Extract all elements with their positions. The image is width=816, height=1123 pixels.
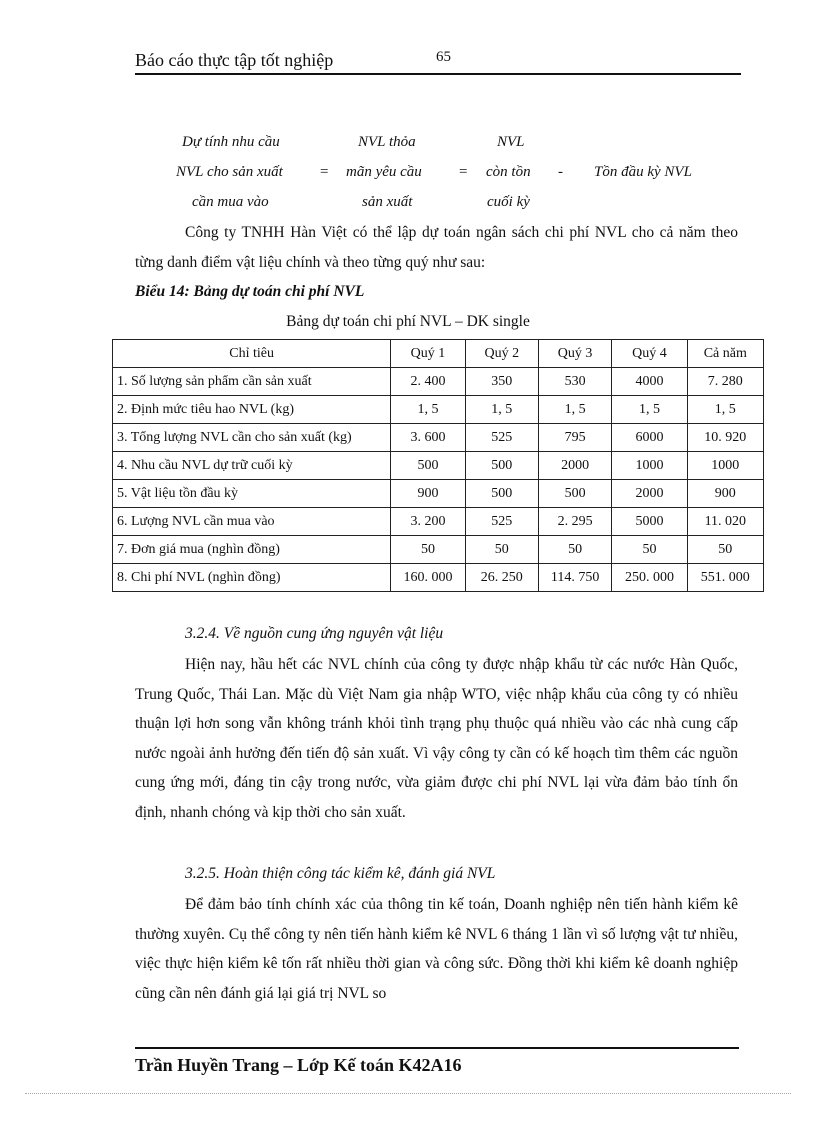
table-row <box>113 452 764 480</box>
cell-value: 350 <box>465 368 538 396</box>
cell-value: 1000 <box>687 452 763 480</box>
cell-value: 7. 280 <box>687 368 763 396</box>
cell-value: 160. 000 <box>391 564 465 592</box>
cell-value: 50 <box>391 536 465 564</box>
formula-right-line-2: còn tồn <box>486 164 531 180</box>
cell-value: 2. 400 <box>391 368 465 396</box>
formula-right-line-1: NVL <box>497 134 525 150</box>
cell-value: 1, 5 <box>391 396 465 424</box>
cell-value: 1, 5 <box>465 396 538 424</box>
cell-value: 500 <box>465 452 538 480</box>
cell-value: 3. 600 <box>391 424 465 452</box>
cell-value: 525 <box>465 508 538 536</box>
section-3-2-4-body <box>135 650 738 827</box>
cell-value: 2000 <box>612 480 687 508</box>
header-quy-4: Quý 4 <box>612 340 687 368</box>
row-label: 8. Chi phí NVL (nghìn đồng) <box>113 564 391 592</box>
cell-value: 50 <box>538 536 611 564</box>
cell-value: 6000 <box>612 424 687 452</box>
table-row <box>113 536 764 564</box>
cell-value: 1, 5 <box>687 396 763 424</box>
page-header-title: Báo cáo thực tập tốt nghiệp <box>135 50 334 70</box>
cell-value: 551. 000 <box>687 564 763 592</box>
header-quy-1: Quý 1 <box>391 340 465 368</box>
cell-value: 26. 250 <box>465 564 538 592</box>
table-title: Bảng dự toán chi phí NVL – DK single <box>286 313 530 330</box>
cell-value: 500 <box>465 480 538 508</box>
section-3-2-5-body <box>135 890 738 1008</box>
table-header-row <box>113 340 764 368</box>
row-label: 5. Vật liệu tồn đầu kỳ <box>113 480 391 508</box>
cell-value: 4000 <box>612 368 687 396</box>
cell-value: 795 <box>538 424 611 452</box>
row-label: 6. Lượng NVL cần mua vào <box>113 508 391 536</box>
cell-value: 1, 5 <box>538 396 611 424</box>
row-label: 4. Nhu cầu NVL dự trữ cuối kỳ <box>113 452 391 480</box>
cell-value: 2000 <box>538 452 611 480</box>
section-3-2-4-text: Hiện nay, hầu hết các NVL chính của công ty được nhập khẩu từ các nước Hàn Quốc, Trung Quốc, Thái Lan. Mặc dù Việt Nam gia nhập WTO, việc nhập khẩu của công ty có nhiều thuận lợi hơn song vẫn không tránh khỏi tình trạng phụ thuộc quá nhiều vào các nhà cung cấp nước ngoài ảnh hưởng đến tiến độ sản xuất. Vì vậy công ty cần có kế hoạch tìm thêm các nguồn cung ứng mới, đáng tin cậy trong nước, vừa giảm được chi phí NVL lại vừa đảm bảo tính ổn định, nhanh chóng và kịp thời cho sản xuất. <box>135 656 738 821</box>
row-label: 3. Tổng lượng NVL cần cho sản xuất (kg) <box>113 424 391 452</box>
budget-table <box>112 339 764 592</box>
formula-middle-line-2: mãn yêu cầu <box>346 164 422 180</box>
formula-middle-line-3: sản xuất <box>362 194 413 210</box>
table-caption: Biểu 14: Bảng dự toán chi phí NVL <box>135 283 365 300</box>
section-heading-3-2-4: 3.2.4. Về nguồn cung ứng nguyên vật liệu <box>185 625 444 642</box>
formula-left-line-3: cần mua vào <box>192 194 269 210</box>
row-label: 1. Số lượng sản phẩm cần sản xuất <box>113 368 391 396</box>
table-row <box>113 396 764 424</box>
cell-value: 900 <box>391 480 465 508</box>
intro-text: Công ty TNHH Hàn Việt có thể lập dự toán ngân sách chi phí NVL cho cả năm theo từng danh điểm vật liệu chính và theo từng quý như sau: <box>135 224 738 271</box>
row-label: 7. Đơn giá mua (nghìn đồng) <box>113 536 391 564</box>
header-quy-3: Quý 3 <box>538 340 611 368</box>
intro-paragraph <box>135 218 738 277</box>
page-footer: Trần Huyền Trang – Lớp Kế toán K42A16 <box>135 1055 462 1075</box>
table-row <box>113 424 764 452</box>
table-row <box>113 480 764 508</box>
section-heading-3-2-5: 3.2.5. Hoàn thiện công tác kiểm kê, đánh giá NVL <box>185 865 496 882</box>
cell-value: 50 <box>465 536 538 564</box>
header-rule <box>135 73 741 75</box>
cell-value: 900 <box>687 480 763 508</box>
cell-value: 250. 000 <box>612 564 687 592</box>
footer-rule <box>135 1047 739 1049</box>
cell-value: 3. 200 <box>391 508 465 536</box>
row-label: 2. Định mức tiêu hao NVL (kg) <box>113 396 391 424</box>
cell-value: 11. 020 <box>687 508 763 536</box>
cell-value: 530 <box>538 368 611 396</box>
cell-value: 525 <box>465 424 538 452</box>
formula-middle-line-1: NVL thỏa <box>358 134 416 150</box>
cell-value: 1000 <box>612 452 687 480</box>
formula-equals-1: = <box>320 164 329 180</box>
cell-value: 2. 295 <box>538 508 611 536</box>
cell-value: 500 <box>391 452 465 480</box>
formula-right-line-3: cuối kỳ <box>487 194 530 210</box>
cell-value: 114. 750 <box>538 564 611 592</box>
cell-value: 1, 5 <box>612 396 687 424</box>
header-ca-nam: Cả năm <box>687 340 763 368</box>
cell-value: 50 <box>612 536 687 564</box>
cell-value: 5000 <box>612 508 687 536</box>
page-bottom-divider <box>25 1093 791 1094</box>
page-number: 65 <box>436 49 451 65</box>
cell-value: 50 <box>687 536 763 564</box>
table-row <box>113 368 764 396</box>
formula-left-line-2: NVL cho sản xuất <box>176 164 283 180</box>
formula-last: Tồn đầu kỳ NVL <box>594 164 692 180</box>
formula-equals-2: = <box>459 164 468 180</box>
header-quy-2: Quý 2 <box>465 340 538 368</box>
cell-value: 500 <box>538 480 611 508</box>
formula-minus: - <box>558 164 563 180</box>
table-row <box>113 508 764 536</box>
cell-value: 10. 920 <box>687 424 763 452</box>
table-row <box>113 564 764 592</box>
section-3-2-5-text: Để đảm bảo tính chính xác của thông tin kế toán, Doanh nghiệp nên tiến hành kiểm kê thường xuyên. Cụ thể công ty nên tiến hành kiểm kê NVL 6 tháng 1 lần vì số lượng vật tư nhiều, việc thực hiện kiểm kê tốn rất nhiều thời gian và công sức. Đồng thời khi kiểm kê doanh nghiệp cũng cần nên đánh giá lại giá trị NVL so <box>135 896 738 1002</box>
header-chi-tieu: Chỉ tiêu <box>113 340 391 368</box>
formula-left-line-1: Dự tính nhu cầu <box>182 134 280 150</box>
